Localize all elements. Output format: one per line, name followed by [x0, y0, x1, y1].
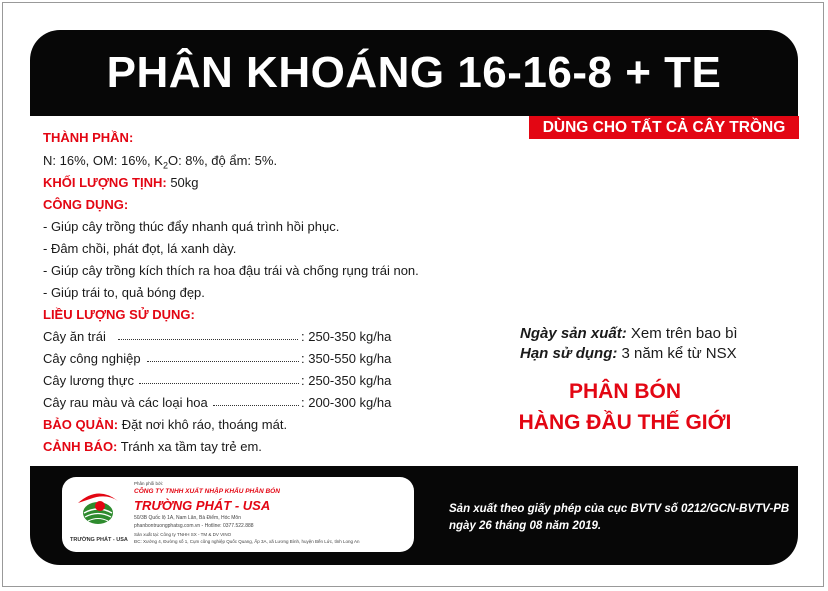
company-name: CÔNG TY TNHH XUẤT NHẬP KHẨU PHÂN BÓN — [134, 488, 280, 495]
dosage-row: Cây ăn trái : 250-350 kg/ha — [43, 329, 392, 344]
company-brand: TRƯỜNG PHÁT - USA — [134, 498, 271, 513]
production-date: Ngày sản xuất: Xem trên bao bì — [520, 325, 738, 342]
company-address: 50/3B Quốc lộ 1A, Nam Lân, Bà Điểm, Hóc Môn — [134, 515, 241, 521]
dosage-row: Cây lương thực : 250-350 kg/ha — [43, 373, 392, 388]
company-contact: phanbontruongphatsg.com.vn - Hotline: 0377.522.888 — [134, 523, 254, 529]
storage — [43, 418, 287, 431]
uses-item: - Đâm chồi, phát đọt, lá xanh dày. — [43, 241, 237, 256]
license-line-1: Sản xuất theo giấy phép của cục BVTV số 0212/GCN-BVTV-PB — [449, 503, 790, 515]
producer: Sản xuất tại: Công ty TNHH SX - TM & DV VINO — [134, 532, 232, 537]
dosage-heading: LIỀU LƯỢNG SỬ DỤNG: — [43, 307, 195, 322]
dosage-row: Cây rau màu và các loại hoa : 200-300 kg/ha — [43, 395, 392, 410]
logo-caption: TRƯỜNG PHÁT - USA — [70, 537, 128, 543]
uses-item: - Giúp cây trồng kích thích ra hoa đậu trái và chống rụng trái non. — [43, 263, 419, 278]
slogan-line-1: PHÂN BÓN — [568, 380, 681, 403]
net-weight — [43, 176, 199, 189]
composition-text: N: 16%, OM: 16%, $K_2O$: 8%, độ ẩm: 5%. — [43, 153, 278, 171]
storage-value: Đặt nơi khô ráo, thoáng mát. — [118, 417, 288, 432]
title-bar — [30, 30, 798, 116]
product-title: PHÂN KHOÁNG 16-16-8 + TE — [106, 48, 722, 97]
usage-tag: DÙNG CHO TẤT CẢ CÂY TRỒNG — [529, 116, 799, 139]
expiry: Hạn sử dụng: 3 năm kể từ NSX — [520, 345, 737, 362]
uses-item: - Giúp trái to, quả bóng đẹp. — [43, 285, 205, 300]
factory-address: ĐC: Xưởng 4, Đường số 1, Cụm công nghiệp Quốc Quang, Ấp 3A, xã Lương Bình, huyện Bến Lức, tỉnh Long An — [134, 539, 360, 544]
uses-heading: CÔNG DỤNG: — [43, 197, 129, 212]
license-text — [449, 501, 789, 535]
slogan-line-2: HÀNG ĐẦU THẾ GIỚI — [518, 411, 732, 434]
net-weight-heading: KHỐI LƯỢNG TỊNH: — [43, 175, 167, 190]
net-weight-value: 50kg — [166, 175, 199, 190]
distributor-label: Phân phối bởi: — [134, 481, 164, 486]
warning-heading: CẢNH BÁO: — [43, 439, 118, 454]
license-line-2: ngày 26 tháng 08 năm 2019. — [449, 520, 602, 532]
company-info-box — [62, 477, 414, 552]
production-info — [520, 324, 738, 364]
dosage-row: Cây công nghiệp : 350-550 kg/ha — [43, 351, 392, 366]
composition-heading: THÀNH PHẦN: — [43, 130, 134, 145]
storage-heading: BẢO QUẢN: — [43, 417, 119, 432]
warning-value: Tránh xa tầm tay trẻ em. — [117, 439, 262, 454]
company-logo-icon — [76, 485, 120, 529]
uses-item: - Giúp cây trồng thúc đẩy nhanh quá trình hồi phục. — [43, 219, 340, 234]
warning — [43, 440, 262, 453]
